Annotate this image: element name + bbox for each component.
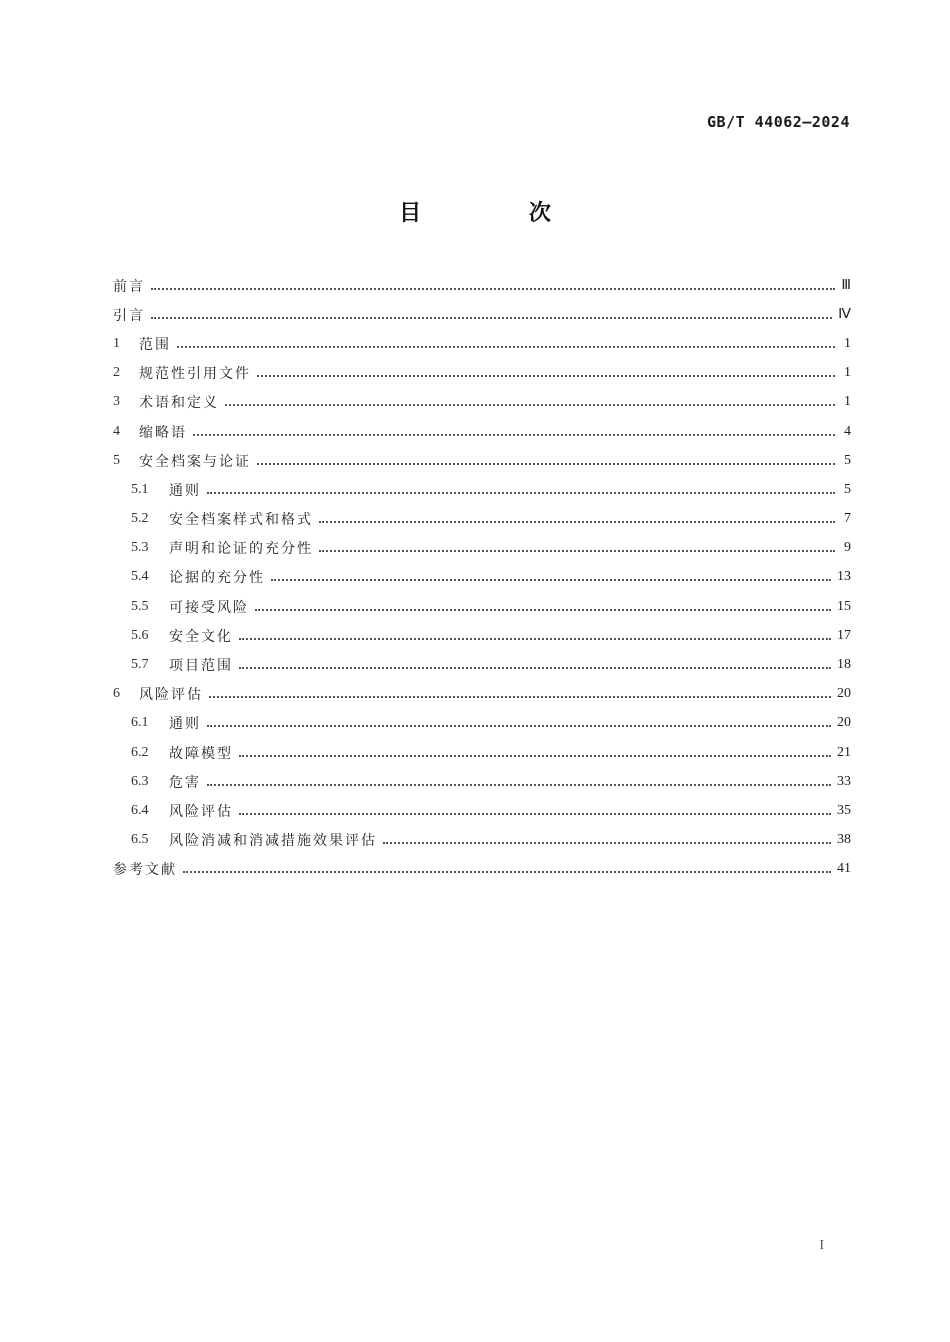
toc-dot-leader	[383, 828, 831, 844]
toc-entry[interactable]	[113, 826, 851, 855]
toc-entry-page: 15	[837, 598, 851, 614]
toc-entry-number: 5.4	[131, 569, 149, 585]
toc-dot-leader	[209, 682, 831, 698]
toc-entry[interactable]	[113, 388, 851, 417]
toc-entry-title: 术语和定义	[139, 395, 219, 412]
toc-entry-number: 5.1	[131, 481, 149, 497]
toc-entry[interactable]	[113, 475, 851, 504]
toc-entry-page: 35	[837, 802, 851, 818]
toc-entry-number: 6	[113, 686, 120, 702]
toc-entry-title: 项目范围	[169, 658, 233, 675]
toc-entry[interactable]	[113, 680, 851, 709]
toc-entry-page: 5	[844, 481, 851, 497]
toc-entry[interactable]	[113, 563, 851, 592]
toc-entry-title: 论据的充分性	[169, 570, 265, 587]
document-number: GB/T 44062—2024	[707, 113, 850, 131]
toc-entry-number: 5.3	[131, 540, 149, 556]
toc-entry-title: 安全档案与论证	[139, 453, 251, 470]
toc-dot-leader	[225, 390, 835, 406]
toc-dot-leader	[239, 799, 831, 815]
toc-dot-leader	[193, 420, 835, 436]
toc-entry[interactable]	[113, 709, 851, 738]
toc-entry-number: 5	[113, 452, 120, 468]
toc-entry[interactable]	[113, 446, 851, 475]
toc-entry-page: 18	[837, 657, 851, 673]
toc-entry-title: 安全文化	[169, 628, 233, 645]
toc-entry-number: 6.5	[131, 832, 149, 848]
toc-entry[interactable]	[113, 621, 851, 650]
toc-entry-page: 38	[837, 832, 851, 848]
toc-entry-page: 1	[844, 335, 851, 351]
toc-entry-number: 6.1	[131, 715, 149, 731]
toc-entry[interactable]	[113, 300, 851, 329]
toc-dot-leader	[207, 770, 831, 786]
toc-entry-page: 1	[844, 365, 851, 381]
toc-entry-number: 3	[113, 394, 120, 410]
toc-entry-title: 危害	[169, 774, 201, 791]
toc-entry[interactable]	[113, 359, 851, 388]
toc-dot-leader	[151, 303, 832, 319]
toc-entry-page: Ⅲ	[841, 278, 851, 294]
toc-entry-page: 9	[844, 540, 851, 556]
toc-dot-leader	[239, 624, 831, 640]
toc-entry[interactable]	[113, 796, 851, 825]
toc-entry-page: 21	[837, 744, 851, 760]
toc-entry-page: 33	[837, 773, 851, 789]
toc-entry-title: 可接受风险	[169, 599, 249, 616]
toc-entry[interactable]	[113, 271, 851, 300]
table-of-contents	[113, 271, 851, 884]
toc-entry-title: 声明和论证的充分性	[169, 541, 313, 558]
toc-entry-number: 5.2	[131, 511, 149, 527]
toc-dot-leader	[271, 565, 831, 581]
page-number: I	[819, 1238, 824, 1253]
toc-entry-title: 风险消减和消减措施效果评估	[169, 833, 377, 850]
toc-entry-page: 20	[837, 686, 851, 702]
toc-entry[interactable]	[113, 534, 851, 563]
toc-entry-number: 2	[113, 365, 120, 381]
toc-entry-title: 风险评估	[169, 803, 233, 820]
toc-heading: 目 次	[399, 201, 601, 226]
toc-entry[interactable]	[113, 855, 851, 884]
toc-entry-page: 5	[844, 452, 851, 468]
toc-dot-leader	[319, 536, 835, 552]
toc-dot-leader	[183, 857, 831, 873]
toc-dot-leader	[239, 653, 831, 669]
toc-dot-leader	[207, 478, 835, 494]
toc-entry-number: 5.7	[131, 657, 149, 673]
toc-entry-page: 4	[844, 423, 851, 439]
toc-entry-title: 范围	[139, 336, 171, 353]
toc-entry[interactable]	[113, 650, 851, 679]
toc-entry-number: 6.3	[131, 773, 149, 789]
toc-entry-title: 前言	[113, 278, 145, 295]
toc-entry-page: 7	[844, 511, 851, 527]
toc-entry-page: 41	[837, 861, 851, 877]
toc-dot-leader	[207, 711, 831, 727]
toc-dot-leader	[257, 449, 835, 465]
toc-entry-title: 风险评估	[139, 687, 203, 704]
toc-entry-title: 缩略语	[139, 424, 187, 441]
toc-entry-page: Ⅳ	[838, 307, 851, 323]
toc-entry-page: 20	[837, 715, 851, 731]
toc-entry[interactable]	[113, 505, 851, 534]
toc-entry-number: 6.4	[131, 802, 149, 818]
toc-entry-title: 故障模型	[169, 745, 233, 762]
toc-dot-leader	[177, 332, 835, 348]
toc-entry-page: 13	[837, 569, 851, 585]
toc-entry-title: 规范性引用文件	[139, 366, 251, 383]
toc-dot-leader	[151, 274, 835, 290]
toc-dot-leader	[239, 741, 831, 757]
toc-entry-title: 通则	[169, 482, 201, 499]
toc-entry-page: 1	[844, 394, 851, 410]
toc-entry-title: 安全档案样式和格式	[169, 512, 313, 529]
toc-entry-number: 6.2	[131, 744, 149, 760]
toc-entry-title: 通则	[169, 716, 201, 733]
toc-entry-number: 1	[113, 335, 120, 351]
toc-dot-leader	[319, 507, 835, 523]
toc-entry[interactable]	[113, 417, 851, 446]
toc-entry-title: 参考文献	[113, 862, 177, 879]
toc-entry-number: 5.6	[131, 627, 149, 643]
toc-entry[interactable]	[113, 767, 851, 796]
toc-dot-leader	[257, 361, 835, 377]
toc-entry-title: 引言	[113, 307, 145, 324]
toc-entry-page: 17	[837, 627, 851, 643]
toc-dot-leader	[255, 595, 831, 611]
toc-entry-number: 5.5	[131, 598, 149, 614]
toc-entry-number: 4	[113, 423, 120, 439]
toc-entry[interactable]	[113, 738, 851, 767]
toc-entry[interactable]	[113, 329, 851, 358]
toc-entry[interactable]	[113, 592, 851, 621]
